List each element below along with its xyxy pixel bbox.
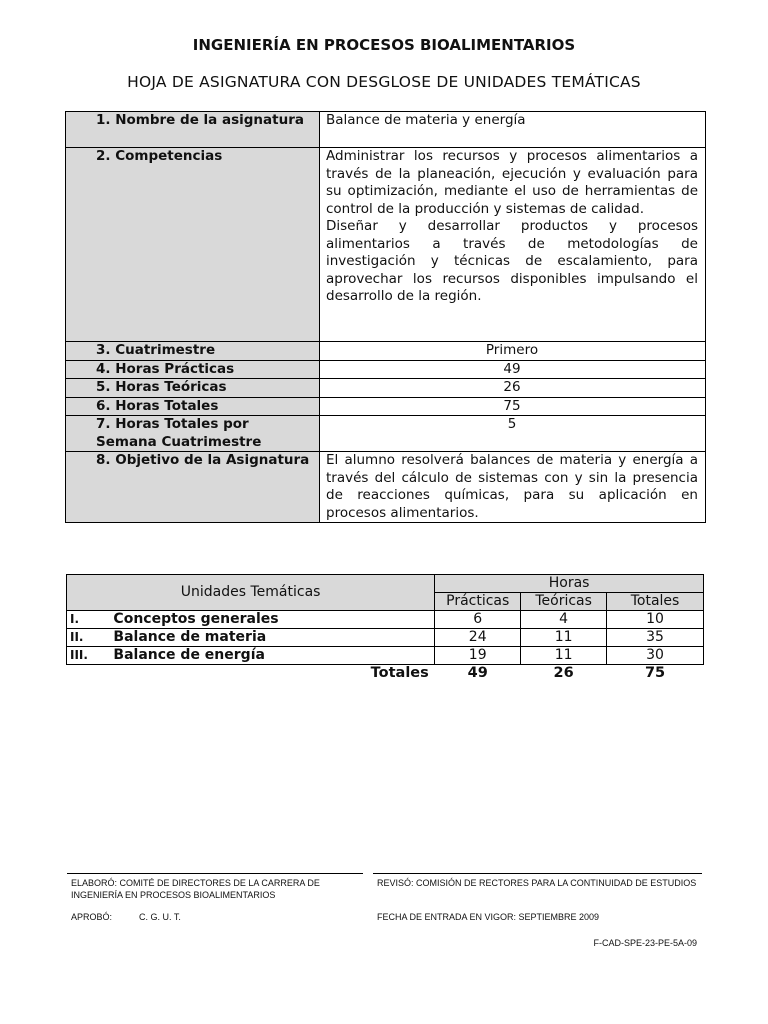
header-teoricas: Teóricas bbox=[521, 593, 607, 611]
value-objetivo: El alumno resolverá balances de materia y energía a través del cálculo de sistemas con y sin la presencia de reacciones químicas, para su aplicación en procesos alimentarios. bbox=[320, 452, 706, 523]
unit-teoricas: 4 bbox=[521, 611, 607, 629]
row-cuatrimestre bbox=[66, 342, 706, 361]
subject-info-table bbox=[65, 111, 706, 523]
total-teoricas: 26 bbox=[553, 665, 574, 682]
unit-practicas: 19 bbox=[435, 647, 521, 665]
table-row bbox=[67, 611, 704, 629]
label-practicas: 4. Horas Prácticas bbox=[66, 360, 320, 379]
label-nombre: 1. Nombre de la asignatura bbox=[66, 112, 320, 148]
value-nombre: Balance de materia y energía bbox=[320, 112, 706, 148]
row-competencias bbox=[66, 148, 706, 342]
document-code: F-CAD-SPE-23-PE-5A-09 bbox=[593, 938, 697, 948]
table-row bbox=[67, 629, 704, 647]
value-practicas: 49 bbox=[320, 360, 706, 379]
row-practicas bbox=[66, 360, 706, 379]
footer-elaboro: ELABORÓ: COMITÉ DE DIRECTORES DE LA CARRERA DE INGENIERÍA EN PROCESOS BIOALIMENTARIOS bbox=[71, 878, 320, 900]
label-cuatrimestre: 3. Cuatrimestre bbox=[66, 342, 320, 361]
row-objetivo bbox=[66, 452, 706, 523]
value-totales: 75 bbox=[320, 397, 706, 416]
unit-teoricas: 11 bbox=[521, 629, 607, 647]
unit-number: II. bbox=[67, 629, 114, 647]
header-totales: Totales bbox=[607, 593, 704, 611]
value-semana: 5 bbox=[320, 416, 706, 452]
units-header-row-1 bbox=[67, 575, 704, 593]
row-semana bbox=[66, 416, 706, 452]
totals-label: Totales bbox=[370, 665, 429, 682]
unit-number: III. bbox=[67, 647, 114, 665]
footer-divider-left bbox=[67, 873, 363, 874]
competencias-paragraph-1: Administrar los recursos y procesos alimentarios a través de la planeación, ejecución y evaluación para su optimización, mediante el uso de herramientas de control de la producción y sistemas de calidad. bbox=[326, 148, 698, 217]
total-practicas: 49 bbox=[467, 665, 488, 682]
label-semana: 7. Horas Totales por Semana Cuatrimestre bbox=[66, 416, 320, 452]
totals-row bbox=[67, 665, 704, 683]
row-totales bbox=[66, 397, 706, 416]
total-totales: 75 bbox=[644, 665, 666, 682]
competencias-paragraph-2: Diseñar y desarrollar productos y procesos alimentarios a través de metodologías de investigación y técnicas de escalamiento, para aprovechar los recursos disponibles impulsando el desarrollo de la región. bbox=[326, 218, 698, 304]
unit-totales: 30 bbox=[607, 647, 704, 665]
row-nombre bbox=[66, 112, 706, 148]
unit-totales: 35 bbox=[607, 629, 704, 647]
label-objetivo: 8. Objetivo de la Asignatura bbox=[66, 452, 320, 523]
table-row bbox=[67, 647, 704, 665]
footer-fecha: FECHA DE ENTRADA EN VIGOR: SEPTIEMBRE 2009 bbox=[377, 912, 600, 922]
footer-reviso: REVISÓ: COMISIÓN DE RECTORES PARA LA CONTINUIDAD DE ESTUDIOS bbox=[377, 878, 697, 888]
unit-practicas: 6 bbox=[435, 611, 521, 629]
unit-name: Balance de materia bbox=[113, 629, 434, 647]
header-practicas: Prácticas bbox=[435, 593, 521, 611]
unit-name: Conceptos generales bbox=[113, 611, 434, 629]
footer-divider-right bbox=[373, 873, 702, 874]
unit-number: I. bbox=[67, 611, 114, 629]
thematic-units-table bbox=[66, 574, 704, 683]
footer-aprobo-label: APROBÓ: bbox=[71, 912, 113, 922]
unit-totales: 10 bbox=[607, 611, 704, 629]
unit-practicas: 24 bbox=[435, 629, 521, 647]
value-competencias bbox=[320, 148, 706, 342]
document-title: INGENIERÍA EN PROCESOS BIOALIMENTARIOS bbox=[192, 36, 576, 54]
document-subtitle: HOJA DE ASIGNATURA CON DESGLOSE DE UNIDADES TEMÁTICAS bbox=[127, 73, 641, 91]
value-cuatrimestre: Primero bbox=[320, 342, 706, 361]
label-competencias: 2. Competencias bbox=[66, 148, 320, 342]
label-teoricas: 5. Horas Teóricas bbox=[66, 379, 320, 398]
unit-teoricas: 11 bbox=[521, 647, 607, 665]
footer-aprobo-value: C. G. U. T. bbox=[139, 912, 181, 922]
header-unidades: Unidades Temáticas bbox=[67, 575, 435, 611]
label-totales: 6. Horas Totales bbox=[66, 397, 320, 416]
value-teoricas: 26 bbox=[320, 379, 706, 398]
unit-name: Balance de energía bbox=[113, 647, 434, 665]
row-teoricas bbox=[66, 379, 706, 398]
header-horas: Horas bbox=[435, 575, 704, 593]
